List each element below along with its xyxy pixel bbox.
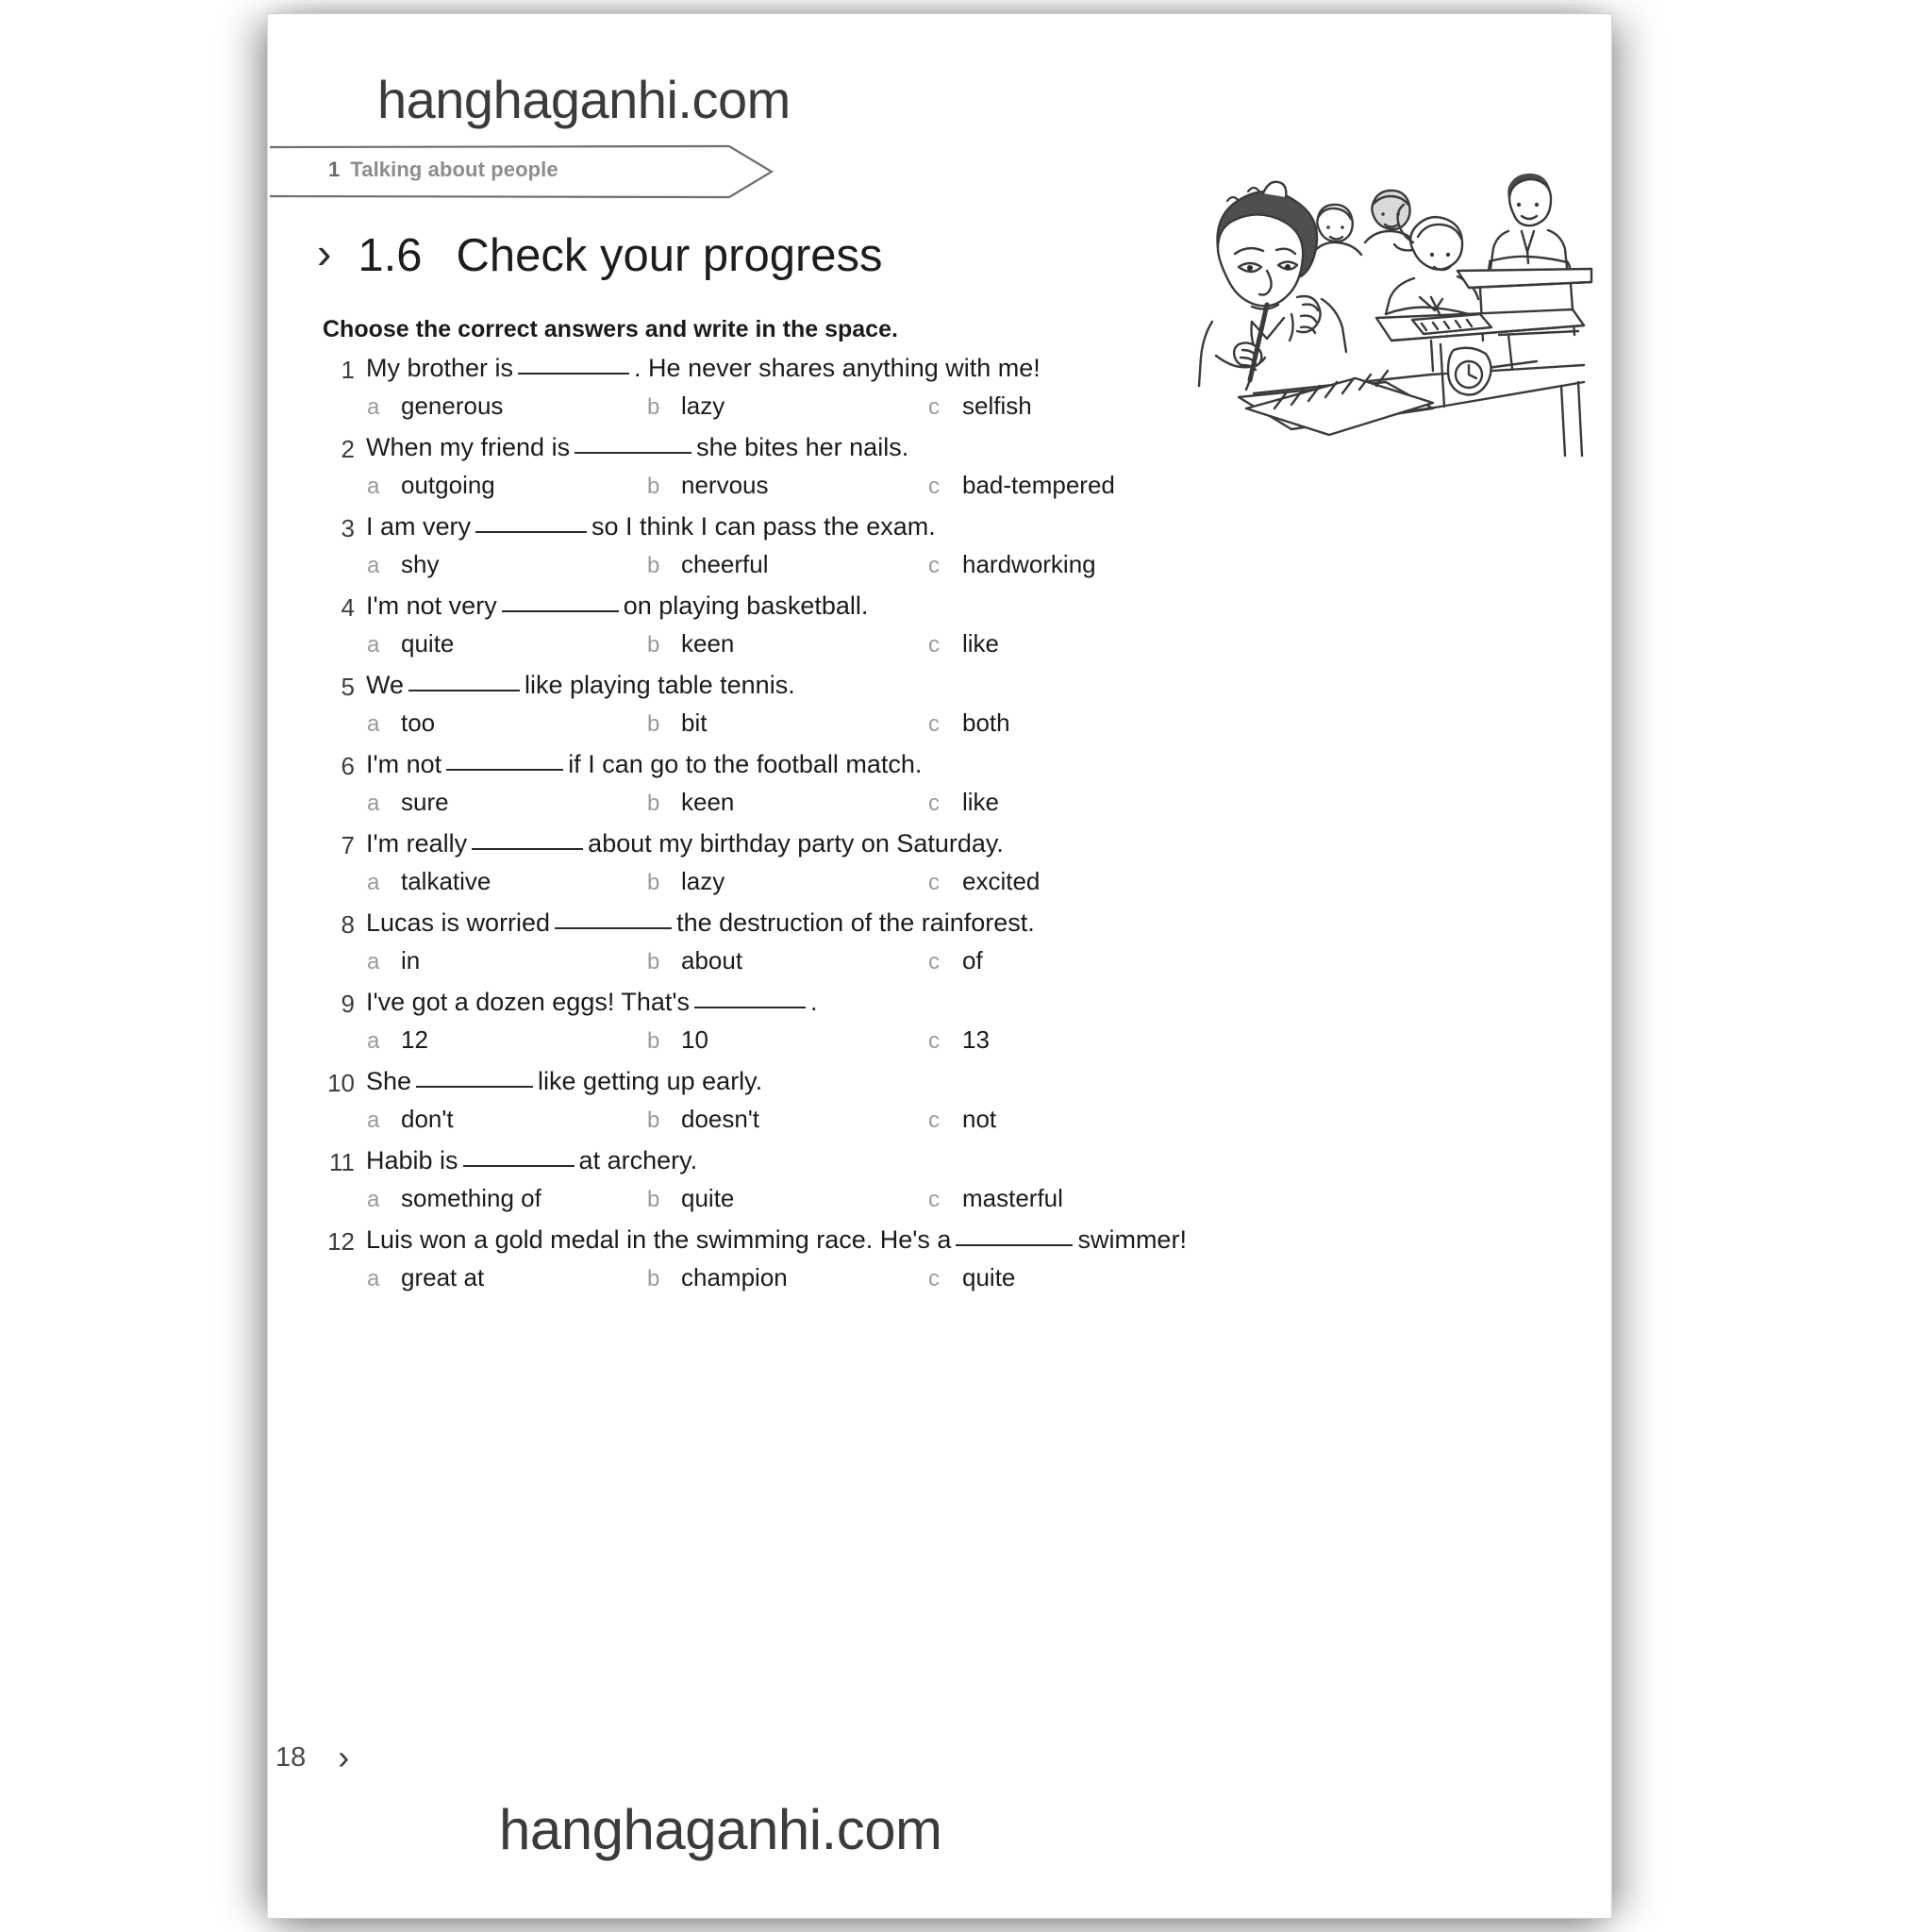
answer-blank[interactable]	[518, 373, 629, 375]
question-item	[268, 510, 1611, 590]
option-letter: c	[928, 553, 940, 578]
option-c[interactable]	[928, 788, 999, 817]
question-text	[366, 433, 908, 462]
answer-blank[interactable]	[502, 610, 619, 612]
option-letter: c	[928, 632, 940, 658]
option-b[interactable]	[647, 946, 742, 975]
option-label: bad-tempered	[962, 471, 1115, 499]
option-a[interactable]	[367, 471, 495, 500]
option-label: about	[681, 946, 743, 974]
question-item	[268, 352, 1611, 431]
option-a[interactable]	[367, 391, 503, 421]
option-b[interactable]	[647, 867, 724, 896]
page-number: 18	[275, 1741, 307, 1773]
option-row	[268, 1105, 1611, 1142]
option-label: quite	[681, 1184, 735, 1212]
answer-blank[interactable]	[472, 848, 583, 850]
student-back-left	[1312, 205, 1361, 255]
question-text-before: I'm not	[366, 750, 442, 778]
option-letter: b	[647, 870, 660, 895]
question-text-after: the destruction of the rainforest.	[676, 908, 1035, 937]
question-text-after: she bites her nails.	[696, 433, 909, 461]
option-row	[268, 867, 1611, 905]
option-label: nervous	[681, 471, 769, 499]
banner-label	[328, 158, 558, 182]
page-footer	[268, 1740, 1611, 1774]
banner-title: Talking about people	[350, 158, 558, 181]
question-text-before: We	[366, 671, 405, 699]
option-row	[268, 788, 1611, 825]
option-c[interactable]	[928, 1025, 990, 1055]
question-item	[268, 669, 1611, 748]
option-letter: a	[367, 791, 380, 816]
option-b[interactable]	[647, 471, 769, 500]
option-label: bit	[681, 708, 708, 737]
option-letter: b	[647, 1187, 660, 1212]
option-letter: a	[367, 394, 380, 420]
option-label: cheerful	[681, 550, 769, 578]
option-c[interactable]	[928, 1184, 1063, 1213]
question-number: 9	[341, 990, 355, 1018]
option-b[interactable]	[647, 391, 724, 421]
option-c[interactable]	[928, 708, 1010, 738]
question-text	[366, 829, 1004, 858]
answer-blank[interactable]	[408, 690, 520, 691]
option-letter: c	[928, 1187, 940, 1212]
question-number: 5	[341, 673, 355, 701]
option-letter: b	[647, 711, 660, 737]
option-letter: a	[367, 711, 380, 737]
student-back-middle	[1365, 191, 1416, 243]
answer-blank[interactable]	[463, 1165, 575, 1167]
question-text-before: I've got a dozen eggs! That's	[366, 988, 691, 1016]
question-text	[366, 988, 818, 1017]
page-title: Check your progress	[456, 230, 883, 281]
question-item	[268, 986, 1611, 1065]
question-number: 11	[329, 1148, 355, 1176]
option-letter: a	[367, 870, 380, 895]
answer-blank[interactable]	[555, 927, 672, 929]
option-a[interactable]	[367, 1263, 484, 1292]
option-a[interactable]	[367, 1105, 454, 1134]
question-item	[268, 1065, 1611, 1144]
option-c[interactable]	[928, 867, 1040, 896]
option-letter: c	[928, 474, 940, 499]
option-c[interactable]	[928, 550, 1096, 579]
option-b[interactable]	[647, 1263, 788, 1292]
option-row	[268, 1184, 1611, 1222]
option-label: great at	[401, 1263, 485, 1291]
banner-number: 1	[328, 158, 341, 181]
option-label: in	[401, 946, 421, 974]
question-text-after: on playing basketball.	[623, 591, 869, 620]
option-a[interactable]	[367, 788, 449, 817]
answer-blank[interactable]	[446, 769, 563, 771]
option-a[interactable]	[367, 1025, 428, 1055]
chevron-right-icon: ›	[317, 228, 332, 277]
option-label: both	[962, 708, 1010, 737]
question-text-before: I am very	[366, 512, 472, 541]
option-letter: a	[367, 1266, 380, 1291]
question-text-after: . He never shares anything with me!	[634, 354, 1041, 382]
option-letter: a	[367, 1028, 380, 1054]
option-letter: a	[367, 1108, 380, 1133]
option-a[interactable]	[367, 946, 420, 975]
question-text	[366, 591, 868, 621]
question-number: 12	[327, 1227, 355, 1256]
option-label: hardworking	[962, 550, 1096, 578]
option-label: selfish	[962, 391, 1032, 420]
option-letter: b	[647, 949, 660, 974]
option-letter: b	[647, 394, 660, 420]
question-text-after: like playing table tennis.	[525, 671, 795, 699]
option-label: sure	[401, 788, 449, 816]
question-text	[366, 671, 795, 700]
option-label: doesn't	[681, 1105, 760, 1133]
question-list	[268, 352, 1611, 1303]
option-letter: a	[367, 474, 380, 499]
question-number: 3	[341, 514, 355, 542]
option-letter: a	[367, 949, 380, 974]
option-b[interactable]	[647, 550, 769, 579]
question-text-before: Habib is	[366, 1146, 458, 1174]
option-label: too	[401, 708, 436, 737]
question-text	[366, 512, 936, 541]
question-text-before: Lucas is worried	[366, 908, 551, 937]
question-text	[366, 750, 922, 779]
question-text	[366, 1146, 697, 1175]
option-letter: c	[928, 870, 940, 895]
option-letter: c	[928, 791, 940, 816]
question-item	[268, 827, 1611, 907]
option-label: something of	[401, 1184, 541, 1212]
question-text-before: I'm really	[366, 829, 468, 858]
option-b[interactable]	[647, 629, 734, 658]
option-letter: c	[928, 711, 940, 737]
answer-blank[interactable]	[956, 1244, 1073, 1246]
option-row	[268, 471, 1611, 508]
option-label: keen	[681, 788, 735, 816]
option-label: of	[962, 946, 983, 974]
option-label: shy	[401, 550, 440, 578]
option-label: generous	[401, 391, 504, 420]
question-text-before: I'm not very	[366, 591, 497, 620]
option-label: masterful	[962, 1184, 1063, 1212]
student-back-right	[1489, 174, 1570, 278]
option-label: quite	[401, 629, 455, 658]
option-letter: a	[367, 553, 380, 578]
question-item	[268, 1144, 1611, 1224]
option-label: quite	[962, 1263, 1016, 1291]
watermark-bottom: hanghaganhi.com	[499, 1798, 942, 1861]
question-item	[268, 907, 1611, 986]
option-b[interactable]	[647, 708, 707, 738]
option-c[interactable]	[928, 946, 983, 975]
option-a[interactable]	[367, 629, 454, 658]
option-row	[268, 1025, 1611, 1063]
worksheet-page	[267, 13, 1612, 1919]
option-label: like	[962, 629, 1000, 658]
option-letter: c	[928, 394, 940, 420]
option-letter: c	[928, 1028, 940, 1054]
answer-blank[interactable]	[575, 452, 691, 454]
option-a[interactable]	[367, 867, 491, 896]
option-letter: a	[367, 1187, 380, 1212]
question-item	[268, 748, 1611, 827]
option-letter: b	[647, 632, 660, 658]
question-text-before: She	[366, 1067, 412, 1095]
question-number: 2	[341, 435, 355, 463]
question-number: 4	[341, 593, 355, 622]
option-letter: b	[647, 1028, 660, 1054]
question-text	[366, 908, 1035, 938]
option-c[interactable]	[928, 1105, 996, 1134]
option-letter: b	[647, 1108, 660, 1133]
option-row	[268, 550, 1611, 588]
section-heading	[317, 229, 883, 282]
question-number: 8	[341, 910, 355, 939]
option-letter: a	[367, 632, 380, 658]
option-label: excited	[962, 867, 1041, 895]
section-number: 1.6	[358, 230, 423, 281]
option-letter: b	[647, 1266, 660, 1291]
answer-blank[interactable]	[416, 1086, 533, 1088]
option-b[interactable]	[647, 1184, 734, 1213]
option-a[interactable]	[367, 708, 435, 738]
chevron-right-icon-footer: ›	[338, 1738, 350, 1776]
question-number: 7	[341, 831, 355, 859]
option-letter: b	[647, 474, 660, 499]
watermark-top: hanghaganhi.com	[377, 70, 791, 129]
question-text-after: about my birthday party on Saturday.	[588, 829, 1004, 858]
option-row	[268, 708, 1611, 746]
option-letter: c	[928, 1266, 940, 1291]
option-label: lazy	[681, 867, 725, 895]
option-c[interactable]	[928, 629, 999, 658]
question-text-before: My brother is	[366, 354, 514, 382]
question-text	[366, 1225, 1187, 1255]
option-label: champion	[681, 1263, 788, 1291]
answer-blank[interactable]	[475, 531, 587, 533]
question-text-after: if I can go to the football match.	[568, 750, 923, 778]
option-c[interactable]	[928, 391, 1032, 421]
option-row	[268, 1263, 1611, 1301]
option-label: 10	[681, 1025, 708, 1054]
option-b[interactable]	[647, 1105, 759, 1134]
option-row	[268, 629, 1611, 667]
option-label: lazy	[681, 391, 725, 420]
question-item	[268, 1224, 1611, 1303]
option-label: like	[962, 788, 1000, 816]
option-label: don't	[401, 1105, 454, 1133]
instruction-text: Choose the correct answers and write in the space.	[323, 316, 898, 342]
question-text-after: swimmer!	[1077, 1225, 1187, 1254]
unit-banner	[270, 144, 779, 199]
question-text-before: Luis won a gold medal in the swimming race. He's a	[366, 1225, 952, 1254]
option-label: keen	[681, 629, 735, 658]
option-b[interactable]	[647, 788, 734, 817]
option-row	[268, 946, 1611, 984]
option-c[interactable]	[928, 471, 1115, 500]
question-text	[366, 1067, 762, 1096]
question-item	[268, 590, 1611, 669]
question-text-before: When my friend is	[366, 433, 571, 461]
option-label: not	[962, 1105, 997, 1133]
question-item	[268, 431, 1611, 510]
question-number: 6	[341, 752, 355, 780]
option-letter: b	[647, 791, 660, 816]
option-label: 13	[962, 1025, 990, 1054]
option-letter: c	[928, 1108, 940, 1133]
answer-blank[interactable]	[694, 1007, 806, 1008]
question-text-after: so I think I can pass the exam.	[591, 512, 936, 541]
question-text-after: like getting up early.	[538, 1067, 763, 1095]
question-text	[366, 354, 1041, 383]
option-label: talkative	[401, 867, 491, 895]
question-number: 1	[341, 356, 355, 384]
option-label: 12	[401, 1025, 428, 1054]
option-letter: b	[647, 553, 660, 578]
option-a[interactable]	[367, 550, 439, 579]
option-a[interactable]	[367, 1184, 541, 1213]
option-label: outgoing	[401, 471, 495, 499]
question-text-after: .	[810, 988, 818, 1016]
option-c[interactable]	[928, 1263, 1015, 1292]
question-number: 10	[327, 1069, 355, 1097]
question-text-after: at archery.	[578, 1146, 698, 1174]
option-b[interactable]	[647, 1025, 708, 1055]
option-row	[268, 391, 1611, 429]
option-letter: c	[928, 949, 940, 974]
